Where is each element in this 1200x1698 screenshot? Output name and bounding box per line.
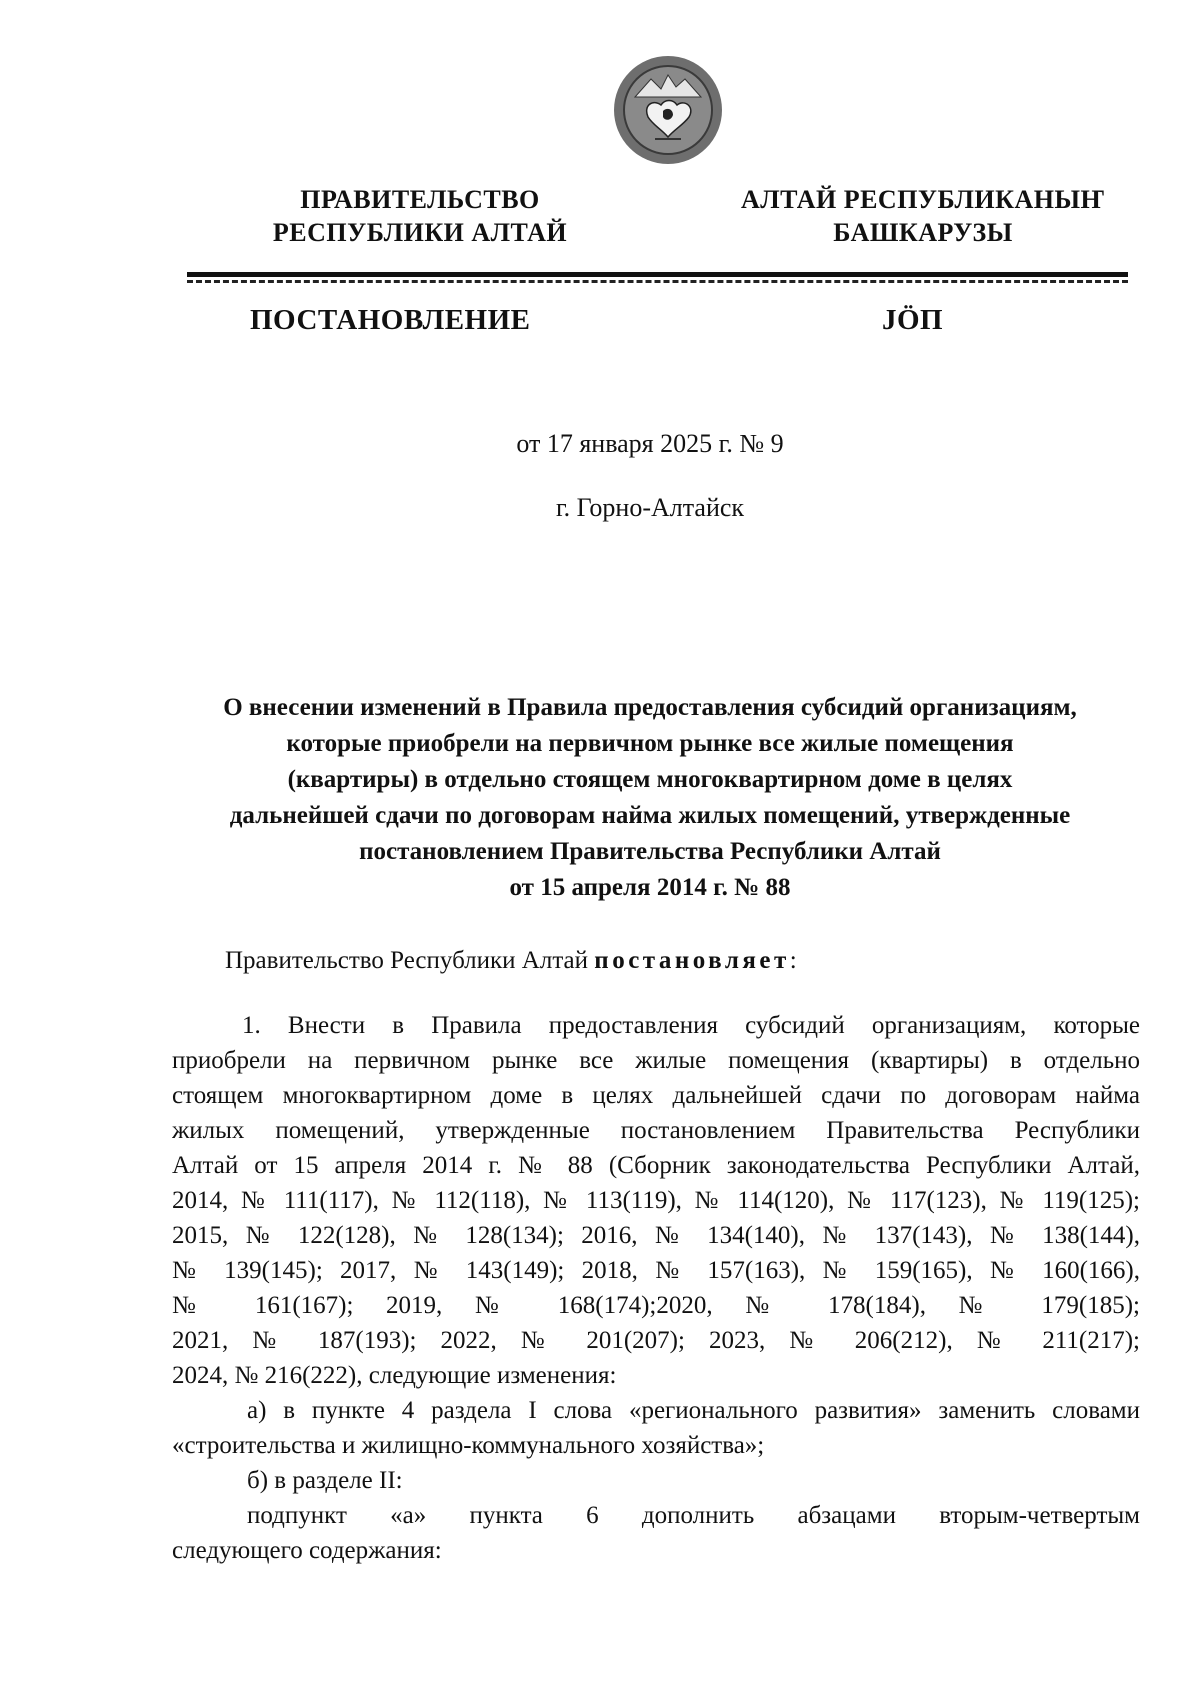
preamble-emphasis: постановляет [594,947,790,974]
body-line: 2021, № 187(193); 2022, № 201(207); 2023, № 206(212), № 211(217); [172,1327,1140,1354]
body-line: следующего содержания: [172,1537,442,1564]
body-line: № 139(145); 2017, № 143(149); 2018, № 157(163), № 159(165), № 160(166), [172,1257,1140,1284]
title-line: постановлением Правительства Республики Алтай [359,838,941,865]
body-line: 2014, № 111(117), № 112(118), № 113(119), № 114(120), № 117(123), № 119(125); [172,1187,1140,1214]
body-line: № 161(167); 2019, № 168(174);2020, № 178(184), № 179(185); [172,1292,1140,1319]
doc-type-left: ПОСТАНОВЛЕНИЕ [250,304,531,336]
preamble [225,945,797,977]
document-body [172,1008,1140,1568]
title-line: от 15 апреля 2014 г. № 88 [509,874,791,901]
header-divider-thick [187,272,1128,277]
title-line: О внесении изменений в Правила предоставления субсидий организациям, [223,694,1077,721]
header-left [255,183,585,249]
title-line: (квартиры) в отдельно стоящем многоквартирном доме в целях [287,766,1013,793]
header-left-line-2: РЕСПУБЛИКИ АЛТАЙ [272,218,568,247]
preamble-suffix: : [789,947,797,974]
body-line: приобрели на первичном рынке все жилые помещения (квартиры) в отдельно [172,1047,1140,1074]
body-line: 1. Внести в Правила предоставления субсидий организациям, которые [242,1012,1140,1039]
header-left-line-1: ПРАВИТЕЛЬСТВО [300,185,540,214]
body-line: 2024, № 216(222), следующие изменения: [172,1362,617,1389]
header-right [733,183,1113,249]
preamble-text: Правительство Республики Алтай [225,947,595,974]
coat-of-arms-emblem [613,55,723,165]
header-right-line-1: АЛТАЙ РЕСПУБЛИКАНЫҤ [741,185,1105,214]
header-divider-dashed [187,280,1128,283]
body-line: 2015, № 122(128), № 128(134); 2016, № 134(140), № 137(143), № 138(144), [172,1222,1140,1249]
document-place: г. Горно-Алтайск [555,493,745,522]
body-line: подпункт «а» пункта 6 дополнить абзацами вторым-четвертым [247,1502,1140,1529]
doc-type-right: JÖП [882,304,944,336]
header-right-line-2: БАШКАРУЗЫ [833,218,1013,247]
body-line: стоящем многоквартирном доме в целях дальнейшей сдачи по договорам найма [172,1082,1140,1109]
body-line: жилых помещений, утвержденные постановлением Правительства Республики [172,1117,1140,1144]
body-line: «строительства и жилищно-коммунального хозяйства»; [172,1432,765,1459]
body-line: Алтай от 15 апреля 2014 г. № 88 (Сборник законодательства Республики Алтай, [172,1152,1140,1179]
body-line: б) в разделе II: [247,1467,403,1494]
document-title [170,690,1130,906]
document-date: от 17 января 2025 г. № 9 [516,429,784,458]
title-line: которые приобрели на первичном рынке все жилые помещения [286,730,1014,757]
title-line: дальнейшей сдачи по договорам найма жилых помещений, утвержденные [229,802,1071,829]
body-line: а) в пункте 4 раздела I слова «регионального развития» заменить словами [247,1397,1140,1424]
